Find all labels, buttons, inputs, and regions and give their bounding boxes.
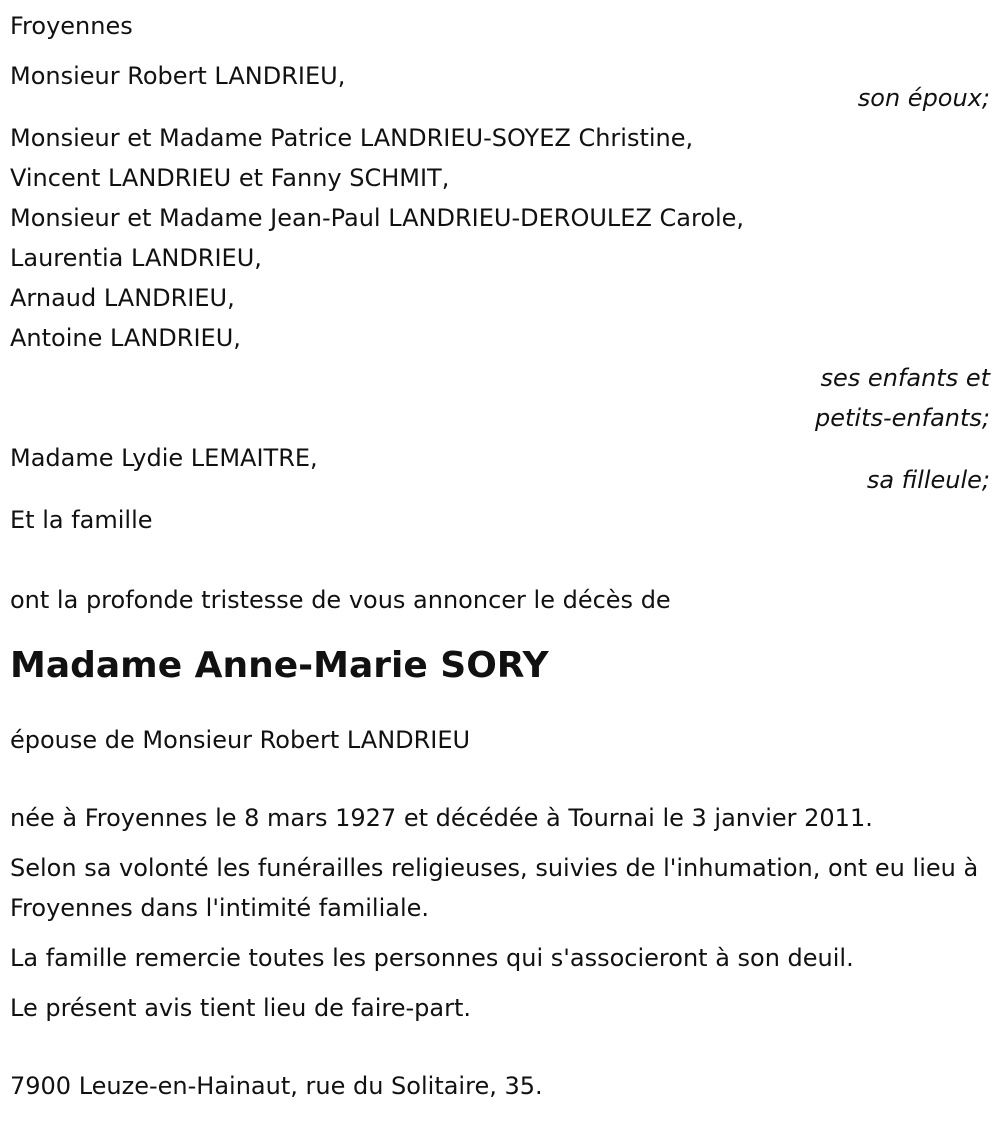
family-line: Et la famille: [10, 506, 153, 534]
locality: Froyennes: [10, 12, 133, 40]
child-entry: Monsieur et Madame Patrice LANDRIEU-SOYEZ Christine,: [10, 124, 694, 152]
children-relation-2: petits-enfants;: [815, 404, 990, 432]
child-entry: Monsieur et Madame Jean-Paul LANDRIEU-DEROULEZ Carole,: [10, 204, 745, 232]
thanks-text: La famille remercie toutes les personnes qui s'associeront à son deuil.: [10, 944, 854, 972]
child-entry: Arnaud LANDRIEU,: [10, 284, 235, 312]
announcement: ont la profonde tristesse de vous annoncer le décès de: [10, 586, 671, 614]
child-entry: Antoine LANDRIEU,: [10, 324, 241, 352]
goddaughter-relation: sa filleule;: [866, 466, 990, 494]
child-entry: Laurentia LANDRIEU,: [10, 244, 262, 272]
spouse-of: épouse de Monsieur Robert LANDRIEU: [10, 726, 471, 754]
child-entry: Vincent LANDRIEU et Fanny SCHMIT,: [10, 164, 450, 192]
address: 7900 Leuze-en-Hainaut, rue du Solitaire, 35.: [10, 1072, 543, 1100]
goddaughter-name: Madame Lydie LEMAITRE,: [10, 444, 318, 472]
children-relation-1: ses enfants et: [820, 364, 990, 392]
children-list: [10, 118, 990, 358]
spouse-relation: son époux;: [857, 84, 990, 112]
deceased-name: Madame Anne-Marie SORY: [10, 645, 549, 686]
funeral-text: Selon sa volonté les funérailles religieuses, suivies de l'inhumation, ont eu lieu à Froyennes dans l'intimité familiale.: [10, 854, 979, 922]
spouse-name: Monsieur Robert LANDRIEU,: [10, 62, 346, 90]
birth-death: née à Froyennes le 8 mars 1927 et décédée à Tournai le 3 janvier 2011.: [10, 804, 873, 832]
notice-text: Le présent avis tient lieu de faire-part.: [10, 994, 472, 1022]
